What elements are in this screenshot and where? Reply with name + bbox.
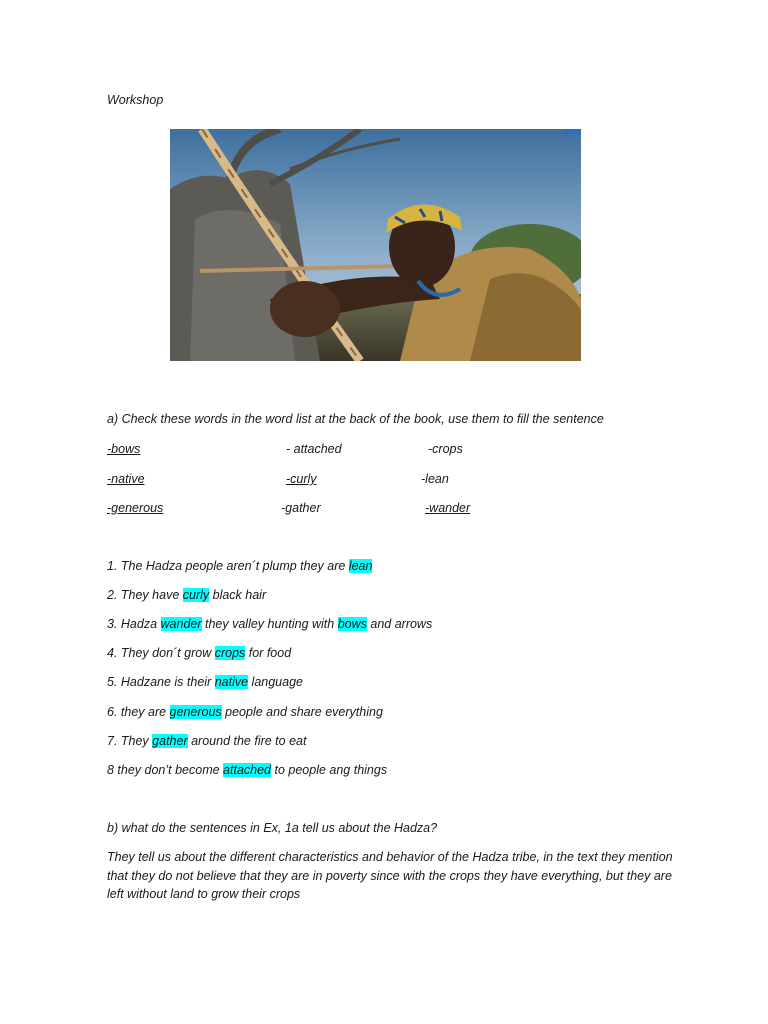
exercise-a-instruction: a) Check these words in the word list at the back of the book, use them to fill the sentence bbox=[107, 412, 604, 426]
word-lean: -lean bbox=[421, 472, 449, 486]
word-generous: -generous bbox=[107, 501, 164, 515]
answer-highlight: wander bbox=[160, 617, 202, 631]
answer-highlight: bows bbox=[337, 617, 367, 631]
exercise-b-answer: They tell us about the different characteristics and behavior of the Hadza tribe, in the text they mention that they do not believe that they are in poverty since with the crops they have everything, but they are left without land to grow their crops bbox=[107, 850, 673, 901]
sentence-5: 5. Hadzane is their native language bbox=[107, 675, 303, 689]
answer-highlight: gather bbox=[152, 734, 188, 748]
word-crops: -crops bbox=[428, 442, 463, 456]
answer-highlight: native bbox=[214, 675, 249, 689]
hadza-hunter-photo bbox=[170, 129, 581, 361]
answer-highlight: generous bbox=[169, 705, 222, 719]
answer-highlight: lean bbox=[348, 559, 373, 573]
word-bows: -bows bbox=[107, 442, 141, 456]
exercise-b-question: b) what do the sentences in Ex, 1a tell us about the Hadza? bbox=[107, 821, 438, 835]
answer-highlight: crops bbox=[214, 646, 246, 660]
word-native: -native bbox=[107, 472, 145, 486]
word-gather: -gather bbox=[281, 501, 321, 515]
word-curly: -curly bbox=[286, 472, 317, 486]
sentence-1: 1. The Hadza people aren´t plump they are lean bbox=[107, 559, 373, 573]
sentence-4: 4. They don´t grow crops for food bbox=[107, 646, 292, 660]
sentence-8: 8 they don’t become attached to people ang things bbox=[107, 763, 388, 777]
sentence-7: 7. They gather around the fire to eat bbox=[107, 734, 307, 748]
sentence-6: 6. they are generous people and share everything bbox=[107, 705, 383, 719]
sentence-3: 3. Hadza wander they valley hunting with bows and arrows bbox=[107, 617, 433, 631]
answer-highlight: curly bbox=[182, 588, 210, 602]
sentence-2: 2. They have curly black hair bbox=[107, 588, 267, 602]
word-wander: -wander bbox=[425, 501, 471, 515]
word-attached: - attached bbox=[286, 442, 342, 456]
answer-highlight: attached bbox=[223, 763, 272, 777]
document-title: Workshop bbox=[107, 93, 164, 107]
